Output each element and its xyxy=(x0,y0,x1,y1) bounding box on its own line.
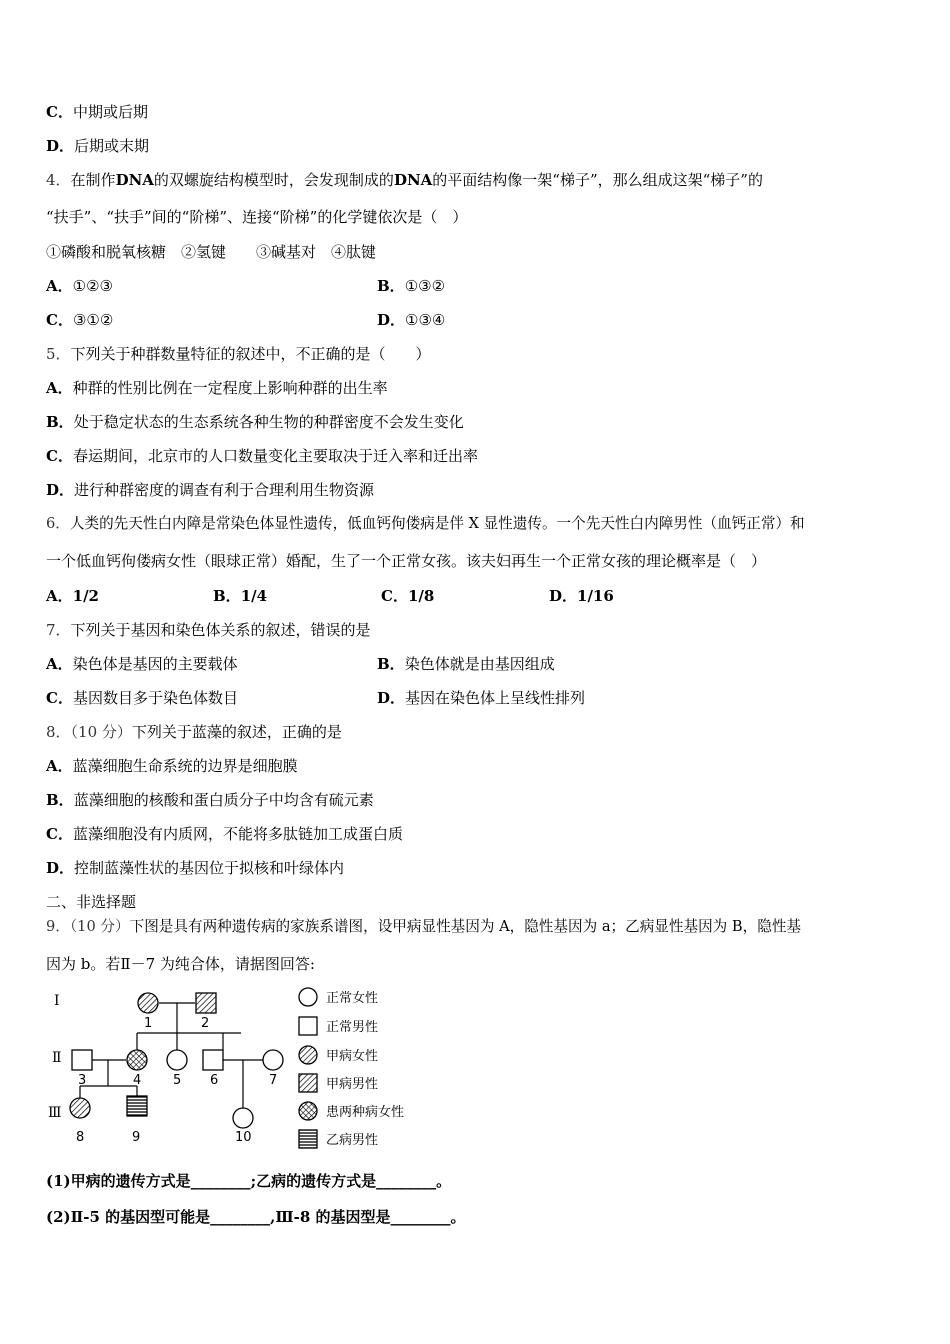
legend-disease-a-male: 甲病男性 xyxy=(326,1077,379,1092)
individual-9-disease-b-male xyxy=(127,1096,147,1116)
question-score: （10 分） xyxy=(69,918,130,935)
q7-option-c xyxy=(46,688,238,708)
option-text: 蓝藻细胞的核酸和蛋白质分子中均含有硫元素 xyxy=(73,791,374,809)
q6-stem-line1 xyxy=(46,514,805,534)
legend-disease-b-male: 乙病男性 xyxy=(326,1133,379,1148)
q9-stem-text: 下图是具有两种遗传病的家族系谱图，设甲病显性基因为 A，隐性基因为 a；乙病显性基因为 B，隐性基 xyxy=(129,918,802,935)
option-text: 蓝藻细胞生命系统的边界是细胞膜 xyxy=(72,757,298,775)
legend-normal-female-symbol xyxy=(299,988,317,1006)
id-label-1: 1 xyxy=(144,1016,153,1031)
q5-option-b xyxy=(46,412,464,432)
generation-label-1: Ⅰ xyxy=(54,993,60,1009)
legend-disease-a-male-symbol xyxy=(299,1074,317,1092)
individual-2-affected-male xyxy=(196,993,216,1013)
q6-option-d xyxy=(549,586,614,606)
q8-option-c xyxy=(46,824,403,844)
option-text: ③①② xyxy=(72,311,114,329)
id-label-2: 2 xyxy=(201,1016,210,1031)
q5-stem-text: 下列关于种群数量特征的叙述中，不正确的是（ ） xyxy=(70,345,431,363)
option-letter: D． xyxy=(549,587,578,605)
q8-stem-text: 下列关于蓝藻的叙述，正确的是 xyxy=(131,723,342,741)
q6-stem-text: 人类的先天性白内障是常染色体显性遗传，低血钙佝偻病是伴 X 显性遗传。一个先天性白内障男性（血钙正常）和 xyxy=(69,515,805,532)
option-letter: C． xyxy=(46,447,73,465)
id-label-8: 8 xyxy=(76,1130,85,1145)
legend-normal-male: 正常男性 xyxy=(326,1020,379,1035)
q4-option-b xyxy=(377,276,445,296)
option-letter: B． xyxy=(377,655,405,673)
legend-disease-a-female-symbol xyxy=(299,1046,317,1064)
option-text: 染色体就是由基因组成 xyxy=(404,655,555,673)
q8-option-a xyxy=(46,756,298,776)
option-letter: A． xyxy=(46,757,73,775)
individual-1-affected-female xyxy=(138,993,158,1013)
q5-option-c xyxy=(46,446,478,466)
q6-stem-line2: 一个低血钙佝偻病女性（眼球正常）婚配，生了一个正常女孩。该夫妇再生一个正常女孩的理论概率是（ ） xyxy=(46,552,767,570)
option-text: 进行种群密度的调查有利于合理利用生物资源 xyxy=(74,481,375,499)
q9-sub2: (2)Ⅱ-5 的基因型可能是________,Ⅲ-8 的基因型是________。 xyxy=(46,1208,466,1226)
option-text: 蓝藻细胞没有内质网，不能将多肽链加工成蛋白质 xyxy=(72,825,403,843)
individual-8-affected-female xyxy=(70,1098,90,1118)
option-text: 种群的性别比例在一定程度上影响种群的出生率 xyxy=(72,379,388,397)
generation-label-2: Ⅱ xyxy=(52,1050,62,1066)
option-letter: A． xyxy=(46,655,73,673)
option-letter: A． xyxy=(46,587,73,605)
option-text: 1/8 xyxy=(407,587,435,605)
option-letter: C． xyxy=(46,311,73,329)
option-text: 基因数目多于染色体数目 xyxy=(72,689,238,707)
option-letter: D． xyxy=(377,689,406,707)
legend-both-diseases-female: 患两种病女性 xyxy=(326,1105,405,1120)
option-letter: C． xyxy=(46,103,73,121)
option-text: 染色体是基因的主要载体 xyxy=(72,655,238,673)
id-label-9: 9 xyxy=(132,1130,141,1145)
option-text: 1/16 xyxy=(577,587,614,605)
id-label-6: 6 xyxy=(210,1073,219,1088)
option-text: ①③④ xyxy=(405,311,446,329)
option-letter: A． xyxy=(46,379,73,397)
q4-stem-line2: “扶手”、“扶手”间的“阶梯”、连接“阶梯”的化学键依次是（ ） xyxy=(46,208,468,226)
q5-option-d xyxy=(46,480,374,500)
id-label-7: 7 xyxy=(269,1073,278,1088)
pedigree-chart xyxy=(40,985,440,1153)
q9-stem-line1 xyxy=(46,917,801,937)
option-letter: B． xyxy=(46,791,74,809)
q9-stem-line2: 因为 b。若Ⅱ－7 为纯合体，请据图回答: xyxy=(46,955,315,973)
individual-7-normal-female xyxy=(263,1050,283,1070)
id-label-4: 4 xyxy=(133,1073,142,1088)
individual-6-normal-male xyxy=(203,1050,223,1070)
id-label-10: 10 xyxy=(235,1130,252,1145)
option-letter: C． xyxy=(46,689,73,707)
q4-dna-term: DNA xyxy=(393,171,433,189)
q7-option-d xyxy=(377,688,585,708)
q8-option-b xyxy=(46,790,374,810)
option-letter: D． xyxy=(377,311,406,329)
option-letter: C． xyxy=(46,825,73,843)
question-score: （10 分） xyxy=(70,723,132,741)
option-letter: B． xyxy=(377,277,405,295)
option-text: 春运期间，北京市的人口数量变化主要取决于迁入率和迁出率 xyxy=(72,447,478,465)
q4-option-c xyxy=(46,310,113,330)
q5-stem xyxy=(46,344,431,364)
option-letter: D． xyxy=(46,481,75,499)
q7-stem xyxy=(46,620,371,640)
option-text: 中期或后期 xyxy=(72,103,148,121)
legend-normal-female: 正常女性 xyxy=(326,991,379,1006)
option-letter: C． xyxy=(381,587,408,605)
q4-option-a xyxy=(46,276,113,296)
q4-items: ①磷酸和脱氧核糖 ②氢键 ③碱基对 ④肽键 xyxy=(46,243,377,261)
generation-label-3: Ⅲ xyxy=(48,1105,62,1121)
legend-normal-male-symbol xyxy=(299,1017,317,1035)
q5-option-a xyxy=(46,378,388,398)
id-label-3: 3 xyxy=(78,1073,87,1088)
id-label-5: 5 xyxy=(173,1073,182,1088)
q6-option-a xyxy=(46,586,99,606)
q4-stem-line1 xyxy=(46,170,763,190)
option-letter: B． xyxy=(213,587,241,605)
q4-stem-part: 在制作 xyxy=(70,171,116,189)
q4-stem-part: 的平面结构像一架“梯子”，那么组成这架“梯子”的 xyxy=(432,171,763,189)
option-text: ①③② xyxy=(404,277,446,295)
q4-dna-term: DNA xyxy=(115,171,154,189)
q8-stem xyxy=(46,722,342,742)
option-text: 控制蓝藻性状的基因位于拟核和叶绿体内 xyxy=(74,859,345,877)
question-number: 7． xyxy=(46,621,71,639)
q4-option-d xyxy=(377,310,445,330)
option-letter: D． xyxy=(46,859,75,877)
q7-option-a xyxy=(46,654,238,674)
legend-disease-b-male-symbol xyxy=(299,1130,317,1148)
individual-10-normal-female xyxy=(233,1108,253,1128)
option-letter: A． xyxy=(46,277,73,295)
q3-option-d xyxy=(46,136,149,156)
section-heading: 二、非选择题 xyxy=(46,893,137,911)
q6-option-b xyxy=(213,586,267,606)
individual-5-normal-female xyxy=(167,1050,187,1070)
q7-stem-text: 下列关于基因和染色体关系的叙述，错误的是 xyxy=(70,621,371,639)
question-number: 9． xyxy=(46,918,70,935)
option-text: 基因在染色体上呈线性排列 xyxy=(405,689,586,707)
q8-option-d xyxy=(46,858,344,878)
legend-both-diseases-female-symbol xyxy=(299,1102,317,1120)
individual-4-both-diseases-female xyxy=(127,1050,147,1070)
option-text: 1/4 xyxy=(240,587,268,605)
q7-option-b xyxy=(377,654,555,674)
question-number: 6． xyxy=(46,515,70,532)
question-number: 8． xyxy=(46,723,71,741)
option-text: 处于稳定状态的生态系统各种生物的种群密度不会发生变化 xyxy=(73,413,464,431)
legend-disease-a-female: 甲病女性 xyxy=(326,1049,379,1064)
option-text: ①②③ xyxy=(72,277,113,295)
option-letter: D． xyxy=(46,137,75,155)
option-letter: B． xyxy=(46,413,74,431)
q3-option-c xyxy=(46,102,148,122)
q4-stem-part: 的双螺旋结构模型时，会发现制成的 xyxy=(153,171,394,189)
q9-sub1: (1)甲病的遗传方式是________;乙病的遗传方式是________。 xyxy=(46,1172,452,1190)
individual-3-normal-male xyxy=(72,1050,92,1070)
question-number: 4． xyxy=(46,171,71,189)
option-text: 1/2 xyxy=(72,587,99,605)
q6-option-c xyxy=(381,586,434,606)
question-number: 5． xyxy=(46,345,71,363)
option-text: 后期或末期 xyxy=(74,137,150,155)
